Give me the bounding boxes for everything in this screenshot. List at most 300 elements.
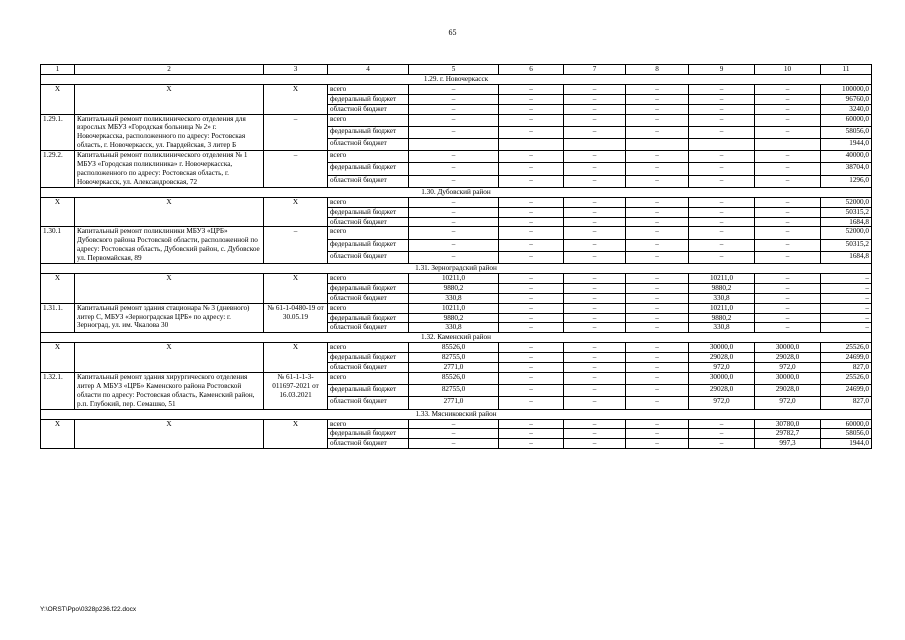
table-row	[41, 273, 872, 283]
value-cell: 2771,0	[409, 397, 499, 409]
section-title: 1.32. Каменский район	[41, 333, 872, 343]
value-cell: –	[499, 251, 564, 263]
table-row	[41, 197, 872, 207]
value-cell: –	[755, 239, 821, 251]
value-cell: –	[564, 207, 626, 217]
value-cell: –	[564, 163, 626, 175]
section-title-row	[41, 74, 872, 84]
value-cell: –	[689, 419, 755, 429]
value-cell: –	[564, 385, 626, 397]
value-cell: –	[499, 429, 564, 439]
value-cell: 9880,2	[409, 283, 499, 293]
value-cell: –	[564, 273, 626, 283]
value-cell: –	[499, 175, 564, 187]
value-cell: 38704,0	[821, 163, 872, 175]
item-document: –	[264, 227, 328, 264]
value-cell: –	[499, 303, 564, 313]
column-number: 2	[75, 65, 264, 75]
table-row	[41, 84, 872, 94]
value-cell: 30780,0	[755, 419, 821, 429]
value-cell: –	[626, 151, 689, 163]
value-cell: 9880,2	[409, 313, 499, 323]
value-cell: 972,0	[689, 397, 755, 409]
column-number: 9	[689, 65, 755, 75]
column-number-row	[41, 65, 872, 75]
value-cell: 1684,8	[821, 217, 872, 227]
value-cell: –	[409, 429, 499, 439]
value-cell	[564, 138, 626, 150]
value-cell: –	[755, 251, 821, 263]
column-number: 7	[564, 65, 626, 75]
value-cell: –	[689, 207, 755, 217]
value-cell: –	[564, 283, 626, 293]
item-number: X	[41, 419, 75, 449]
value-cell: 9880,2	[689, 283, 755, 293]
value-cell: 827,0	[821, 397, 872, 409]
value-cell	[409, 138, 499, 150]
item-document: X	[264, 343, 328, 373]
value-cell: 29028,0	[689, 385, 755, 397]
value-cell: –	[626, 397, 689, 409]
value-cell: 972,0	[689, 363, 755, 373]
value-cell: 85526,0	[409, 373, 499, 385]
value-cell: –	[755, 283, 821, 293]
budget-type: областной бюджет	[328, 363, 409, 373]
value-cell: –	[626, 175, 689, 187]
budget-type: всего	[328, 373, 409, 385]
item-document: X	[264, 419, 328, 449]
value-cell: –	[499, 163, 564, 175]
value-cell: –	[564, 439, 626, 449]
value-cell: –	[564, 126, 626, 138]
item-document: № 61-1-0480-19 от 30.05.19	[264, 303, 328, 333]
value-cell: –	[626, 303, 689, 313]
item-document: № 61-1-1-3-011697-2021 от 16.03.2021	[264, 373, 328, 410]
value-cell: –	[499, 227, 564, 239]
value-cell: –	[409, 175, 499, 187]
value-cell: 29028,0	[689, 353, 755, 363]
value-cell: 10211,0	[689, 303, 755, 313]
item-number: X	[41, 197, 75, 227]
value-cell: –	[564, 239, 626, 251]
value-cell: 30000,0	[689, 373, 755, 385]
value-cell: 1944,0	[821, 439, 872, 449]
value-cell: –	[409, 251, 499, 263]
value-cell: –	[564, 343, 626, 353]
value-cell: –	[564, 94, 626, 104]
item-number: 1.29.2.	[41, 151, 75, 188]
value-cell: 9880,2	[689, 313, 755, 323]
column-number: 1	[41, 65, 75, 75]
budget-type: всего	[328, 114, 409, 126]
value-cell: 330,8	[689, 323, 755, 333]
value-cell: 82755,0	[409, 385, 499, 397]
value-cell: 10211,0	[409, 273, 499, 283]
value-cell: –	[564, 303, 626, 313]
table-row	[41, 419, 872, 429]
value-cell: –	[499, 323, 564, 333]
value-cell: 24699,0	[821, 385, 872, 397]
value-cell: –	[689, 217, 755, 227]
value-cell: –	[564, 429, 626, 439]
value-cell: –	[409, 114, 499, 126]
value-cell: 10211,0	[409, 303, 499, 313]
table-row	[41, 227, 872, 239]
value-cell: –	[409, 163, 499, 175]
column-number: 4	[328, 65, 409, 75]
value-cell: –	[626, 251, 689, 263]
value-cell: –	[564, 197, 626, 207]
budget-type: всего	[328, 419, 409, 429]
value-cell: –	[409, 227, 499, 239]
value-cell	[626, 138, 689, 150]
item-name: Капитальный ремонт поликлинического отделения № 1 МБУЗ «Городская поликлиника» г. Новочеркасска, расположенного по адресу: Ростовская область, г. Новочеркасск, ул. Александровская, 72	[75, 151, 264, 188]
item-number: 1.31.1.	[41, 303, 75, 333]
item-name: Капитальный ремонт поликлинического отделения для взрослых МБУЗ «Городская больница № 2» г. Новочеркасска, расположенного по адресу: Ростовская область, г. Новочеркасск, ул. Гвардейская, 3 литер Б	[75, 114, 264, 151]
section-title-row	[41, 187, 872, 197]
value-cell: –	[626, 104, 689, 114]
value-cell: –	[755, 217, 821, 227]
item-number: X	[41, 84, 75, 114]
value-cell: –	[499, 207, 564, 217]
value-cell: –	[564, 251, 626, 263]
page-number: 65	[448, 28, 457, 37]
value-cell: –	[564, 151, 626, 163]
value-cell: –	[499, 197, 564, 207]
value-cell: –	[626, 353, 689, 363]
value-cell: 85526,0	[409, 343, 499, 353]
section-title-row	[41, 264, 872, 274]
value-cell: –	[499, 373, 564, 385]
section-title: 1.29. г. Новочеркасск	[41, 74, 872, 84]
table-row	[41, 151, 872, 163]
budget-type: всего	[328, 343, 409, 353]
value-cell: –	[626, 163, 689, 175]
budget-type: федеральный бюджет	[328, 429, 409, 439]
budget-type: федеральный бюджет	[328, 353, 409, 363]
value-cell: 30000,0	[755, 343, 821, 353]
value-cell: –	[755, 163, 821, 175]
value-cell: –	[564, 217, 626, 227]
value-cell: –	[689, 439, 755, 449]
budget-type: всего	[328, 151, 409, 163]
value-cell: –	[821, 303, 872, 313]
value-cell: –	[499, 126, 564, 138]
value-cell: –	[755, 293, 821, 303]
budget-type: всего	[328, 84, 409, 94]
file-path-footer: Y:\ORST\Ppo\0328p236.f22.docx	[40, 606, 137, 613]
value-cell: –	[499, 397, 564, 409]
budget-type: областной бюджет	[328, 104, 409, 114]
value-cell: 58056,0	[821, 126, 872, 138]
value-cell: –	[409, 197, 499, 207]
value-cell: –	[689, 151, 755, 163]
budget-type: всего	[328, 303, 409, 313]
value-cell: –	[499, 353, 564, 363]
value-cell: 50315,2	[821, 239, 872, 251]
value-cell: –	[626, 227, 689, 239]
value-cell: –	[564, 175, 626, 187]
item-document: X	[264, 197, 328, 227]
value-cell: –	[626, 239, 689, 251]
value-cell: –	[689, 104, 755, 114]
value-cell: –	[689, 429, 755, 439]
value-cell: –	[626, 94, 689, 104]
value-cell: –	[626, 207, 689, 217]
column-number: 8	[626, 65, 689, 75]
column-number: 10	[755, 65, 821, 75]
value-cell: –	[755, 227, 821, 239]
value-cell: –	[564, 363, 626, 373]
column-number: 11	[821, 65, 872, 75]
value-cell: –	[626, 323, 689, 333]
value-cell: 3240,0	[821, 104, 872, 114]
value-cell: 29028,0	[755, 353, 821, 363]
budget-type: всего	[328, 197, 409, 207]
value-cell: –	[689, 251, 755, 263]
value-cell: –	[499, 114, 564, 126]
value-cell: 827,0	[821, 363, 872, 373]
budget-type: всего	[328, 273, 409, 283]
value-cell: 58056,0	[821, 429, 872, 439]
column-number: 3	[264, 65, 328, 75]
value-cell: –	[755, 197, 821, 207]
value-cell: –	[755, 104, 821, 114]
value-cell: –	[564, 114, 626, 126]
value-cell: –	[689, 227, 755, 239]
value-cell: –	[821, 323, 872, 333]
item-name: X	[75, 84, 264, 114]
value-cell: –	[755, 126, 821, 138]
value-cell: –	[499, 293, 564, 303]
budget-type: областной бюджет	[328, 217, 409, 227]
budget-type: федеральный бюджет	[328, 239, 409, 251]
value-cell: 330,8	[409, 293, 499, 303]
budget-type: областной бюджет	[328, 323, 409, 333]
column-number: 6	[499, 65, 564, 75]
section-title: 1.31. Зерноградский район	[41, 264, 872, 274]
value-cell: –	[409, 217, 499, 227]
value-cell: 25526,0	[821, 343, 872, 353]
value-cell: 60000,0	[821, 419, 872, 429]
value-cell: –	[409, 439, 499, 449]
value-cell: –	[409, 207, 499, 217]
value-cell: –	[755, 84, 821, 94]
table-row	[41, 343, 872, 353]
value-cell	[755, 138, 821, 150]
value-cell: 40000,0	[821, 151, 872, 163]
item-document: X	[264, 273, 328, 303]
value-cell: –	[499, 313, 564, 323]
value-cell: 2771,0	[409, 363, 499, 373]
value-cell: –	[689, 94, 755, 104]
budget-type: федеральный бюджет	[328, 94, 409, 104]
section-title-row	[41, 409, 872, 419]
value-cell: 30000,0	[755, 373, 821, 385]
value-cell: –	[626, 313, 689, 323]
value-cell: –	[564, 313, 626, 323]
value-cell: 330,8	[689, 293, 755, 303]
value-cell: –	[689, 114, 755, 126]
budget-type: федеральный бюджет	[328, 163, 409, 175]
budget-type: областной бюджет	[328, 293, 409, 303]
value-cell: 100000,0	[821, 84, 872, 94]
section-title: 1.30. Дубовский район	[41, 187, 872, 197]
value-cell	[499, 138, 564, 150]
value-cell: –	[626, 197, 689, 207]
value-cell: –	[499, 363, 564, 373]
budget-table	[40, 64, 872, 449]
value-cell: 29028,0	[755, 385, 821, 397]
column-number: 5	[409, 65, 499, 75]
value-cell: –	[409, 419, 499, 429]
value-cell: –	[626, 283, 689, 293]
budget-type: областной бюджет	[328, 439, 409, 449]
value-cell: –	[689, 163, 755, 175]
value-cell: 330,8	[409, 323, 499, 333]
budget-type: федеральный бюджет	[328, 126, 409, 138]
value-cell: –	[499, 84, 564, 94]
item-name: Капитальный ремонт поликлиники МБУЗ «ЦРБ» Дубовского района Ростовской области, расположенной по адресу: Ростовская область, Дубовский район, с. Дубовское ул. Первомайская, 89	[75, 227, 264, 264]
item-number: X	[41, 273, 75, 303]
value-cell: 1296,0	[821, 175, 872, 187]
value-cell: –	[626, 419, 689, 429]
value-cell: –	[755, 207, 821, 217]
value-cell: –	[755, 303, 821, 313]
value-cell: –	[564, 293, 626, 303]
value-cell: –	[755, 114, 821, 126]
value-cell: 30000,0	[689, 343, 755, 353]
value-cell: –	[626, 343, 689, 353]
value-cell: –	[499, 343, 564, 353]
item-document: –	[264, 114, 328, 151]
value-cell: –	[564, 84, 626, 94]
budget-type: федеральный бюджет	[328, 385, 409, 397]
value-cell: 997,3	[755, 439, 821, 449]
value-cell: –	[755, 313, 821, 323]
value-cell: –	[626, 429, 689, 439]
value-cell: –	[689, 175, 755, 187]
value-cell: –	[409, 94, 499, 104]
value-cell: 972,0	[755, 397, 821, 409]
budget-type: областной бюджет	[328, 397, 409, 409]
value-cell: –	[626, 385, 689, 397]
value-cell: 50315,2	[821, 207, 872, 217]
value-cell: –	[499, 385, 564, 397]
value-cell: –	[564, 227, 626, 239]
value-cell: 96760,0	[821, 94, 872, 104]
value-cell: –	[409, 239, 499, 251]
value-cell: –	[499, 419, 564, 429]
value-cell: –	[689, 197, 755, 207]
value-cell: 60000,0	[821, 114, 872, 126]
value-cell: –	[564, 323, 626, 333]
table-row	[41, 303, 872, 313]
value-cell: 1684,8	[821, 251, 872, 263]
table-row	[41, 114, 872, 126]
table-row	[41, 373, 872, 385]
value-cell: 1944,0	[821, 138, 872, 150]
item-number: 1.32.1.	[41, 373, 75, 410]
value-cell: –	[409, 126, 499, 138]
value-cell: –	[626, 114, 689, 126]
value-cell: –	[821, 273, 872, 283]
value-cell: –	[689, 239, 755, 251]
value-cell: –	[564, 373, 626, 385]
value-cell: –	[821, 313, 872, 323]
item-name: X	[75, 343, 264, 373]
value-cell: –	[755, 175, 821, 187]
value-cell: –	[821, 283, 872, 293]
value-cell: –	[689, 84, 755, 94]
value-cell: –	[564, 419, 626, 429]
item-number: 1.29.1.	[41, 114, 75, 151]
value-cell: –	[626, 373, 689, 385]
item-name: Капитальный ремонт здания хирургического отделения литер А МБУЗ «ЦРБ» Каменского района Ростовской области по адресу: Ростовская область, Каменский район, р.п. Глубокий, пер. Семашко, 51	[75, 373, 264, 410]
value-cell: –	[564, 104, 626, 114]
value-cell: –	[689, 126, 755, 138]
budget-type: областной бюджет	[328, 138, 409, 150]
value-cell: –	[755, 151, 821, 163]
item-name: X	[75, 273, 264, 303]
value-cell: –	[499, 239, 564, 251]
value-cell: –	[499, 283, 564, 293]
value-cell: –	[409, 104, 499, 114]
value-cell: –	[626, 217, 689, 227]
value-cell: 29782,7	[755, 429, 821, 439]
value-cell: 24699,0	[821, 353, 872, 363]
value-cell: –	[409, 84, 499, 94]
budget-type: федеральный бюджет	[328, 313, 409, 323]
value-cell: –	[755, 273, 821, 283]
value-cell: –	[626, 84, 689, 94]
value-cell: –	[499, 217, 564, 227]
value-cell: 52000,0	[821, 197, 872, 207]
budget-type: федеральный бюджет	[328, 207, 409, 217]
item-name: Капитальный ремонт здания стационара № 3 (дневного) литер С, МБУЗ «Зерноградская ЦРБ» по адресу: г. Зерноград, ул. им. Чкалова 30	[75, 303, 264, 333]
item-name: X	[75, 197, 264, 227]
value-cell: –	[499, 151, 564, 163]
value-cell: –	[499, 94, 564, 104]
value-cell: –	[499, 439, 564, 449]
item-name: X	[75, 419, 264, 449]
value-cell	[689, 138, 755, 150]
budget-type: федеральный бюджет	[328, 283, 409, 293]
budget-type: областной бюджет	[328, 251, 409, 263]
value-cell: –	[626, 439, 689, 449]
value-cell: –	[755, 323, 821, 333]
item-document: X	[264, 84, 328, 114]
value-cell: –	[409, 151, 499, 163]
value-cell: 82755,0	[409, 353, 499, 363]
section-title: 1.33. Мясниковский район	[41, 409, 872, 419]
section-title-row	[41, 333, 872, 343]
value-cell: –	[626, 293, 689, 303]
value-cell: 25526,0	[821, 373, 872, 385]
value-cell: –	[821, 293, 872, 303]
value-cell: –	[626, 126, 689, 138]
value-cell: 972,0	[755, 363, 821, 373]
value-cell: –	[564, 397, 626, 409]
value-cell: 52000,0	[821, 227, 872, 239]
value-cell: –	[499, 273, 564, 283]
value-cell: –	[626, 273, 689, 283]
value-cell: –	[755, 94, 821, 104]
value-cell: –	[564, 353, 626, 363]
value-cell: 10211,0	[689, 273, 755, 283]
budget-type: всего	[328, 227, 409, 239]
item-number: X	[41, 343, 75, 373]
